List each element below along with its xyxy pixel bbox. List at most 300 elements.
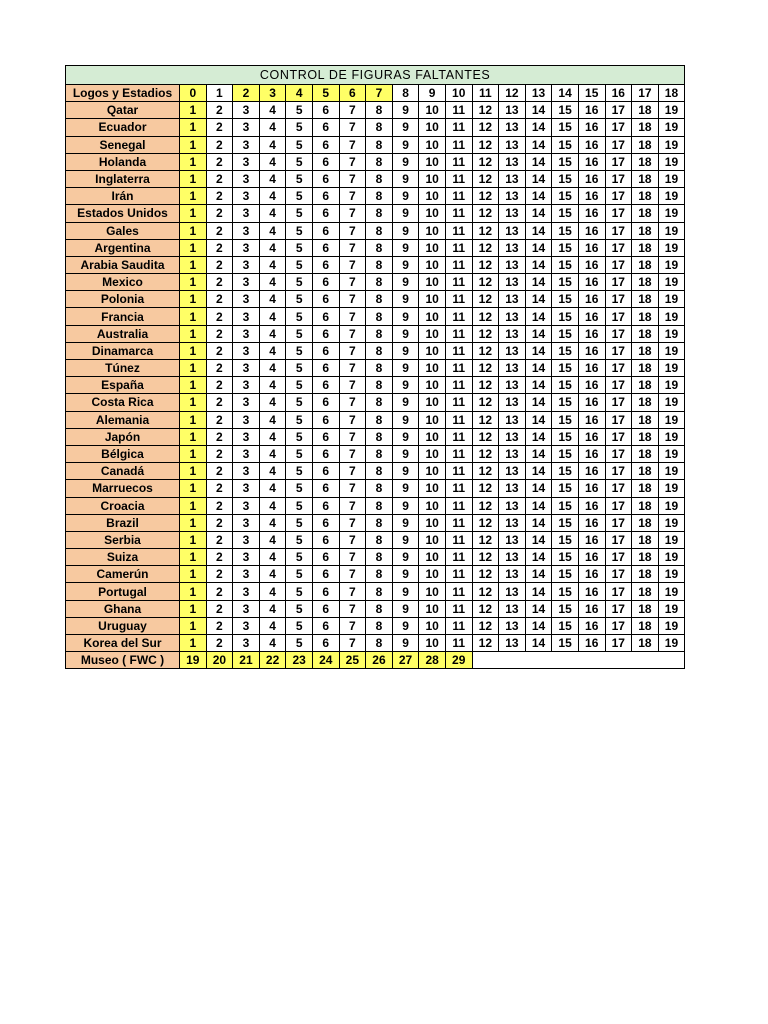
sticker-number-cell[interactable]: 19 — [658, 274, 685, 291]
sticker-number-cell[interactable]: 12 — [472, 119, 499, 136]
sticker-number-cell[interactable]: 15 — [552, 360, 579, 377]
sticker-number-cell[interactable]: 8 — [366, 549, 393, 566]
sticker-number-cell[interactable]: 8 — [366, 342, 393, 359]
sticker-number-cell[interactable]: 17 — [605, 360, 632, 377]
sticker-number-cell[interactable]: 7 — [339, 600, 366, 617]
sticker-number-cell[interactable]: 4 — [259, 291, 286, 308]
sticker-number-cell[interactable]: 17 — [605, 497, 632, 514]
sticker-number-cell[interactable]: 17 — [605, 480, 632, 497]
sticker-number-cell[interactable]: 3 — [233, 119, 260, 136]
sticker-number-cell[interactable]: 17 — [605, 188, 632, 205]
sticker-number-cell[interactable]: 8 — [366, 635, 393, 652]
sticker-number-cell[interactable]: 16 — [578, 342, 605, 359]
sticker-number-cell[interactable]: 4 — [259, 342, 286, 359]
sticker-number-cell[interactable]: 5 — [286, 463, 313, 480]
sticker-number-cell[interactable]: 7 — [366, 85, 393, 102]
sticker-number-cell[interactable]: 16 — [578, 514, 605, 531]
sticker-number-cell[interactable]: 12 — [472, 445, 499, 462]
sticker-number-cell[interactable]: 16 — [605, 85, 632, 102]
sticker-number-cell[interactable]: 11 — [445, 514, 472, 531]
sticker-number-cell[interactable]: 1 — [206, 85, 233, 102]
sticker-number-cell[interactable]: 7 — [339, 566, 366, 583]
sticker-number-cell[interactable]: 19 — [658, 153, 685, 170]
sticker-number-cell[interactable]: 1 — [180, 635, 207, 652]
sticker-number-cell[interactable]: 9 — [392, 205, 419, 222]
sticker-number-cell[interactable]: 19 — [658, 497, 685, 514]
sticker-number-cell[interactable]: 11 — [445, 531, 472, 548]
sticker-number-cell[interactable]: 14 — [525, 549, 552, 566]
sticker-number-cell[interactable]: 16 — [578, 549, 605, 566]
sticker-number-cell[interactable]: 1 — [180, 136, 207, 153]
sticker-number-cell[interactable]: 13 — [499, 308, 526, 325]
sticker-number-cell[interactable]: 16 — [578, 445, 605, 462]
sticker-number-cell[interactable]: 6 — [312, 566, 339, 583]
sticker-number-cell[interactable]: 9 — [392, 514, 419, 531]
sticker-number-cell[interactable]: 9 — [392, 170, 419, 187]
sticker-number-cell[interactable]: 19 — [658, 531, 685, 548]
sticker-number-cell[interactable]: 16 — [578, 411, 605, 428]
sticker-number-cell[interactable]: 1 — [180, 256, 207, 273]
sticker-number-cell[interactable]: 8 — [366, 170, 393, 187]
sticker-number-cell[interactable]: 5 — [286, 411, 313, 428]
sticker-number-cell[interactable]: 15 — [552, 342, 579, 359]
sticker-number-cell[interactable]: 10 — [445, 85, 472, 102]
sticker-number-cell[interactable]: 15 — [552, 428, 579, 445]
sticker-number-cell[interactable]: 6 — [312, 342, 339, 359]
sticker-number-cell[interactable]: 11 — [445, 394, 472, 411]
sticker-number-cell[interactable]: 12 — [472, 600, 499, 617]
sticker-number-cell[interactable]: 5 — [286, 549, 313, 566]
sticker-number-cell[interactable]: 7 — [339, 170, 366, 187]
sticker-number-cell[interactable]: 19 — [658, 514, 685, 531]
sticker-number-cell[interactable]: 9 — [392, 325, 419, 342]
sticker-number-cell[interactable]: 15 — [552, 170, 579, 187]
sticker-number-cell[interactable]: 12 — [472, 360, 499, 377]
sticker-number-cell[interactable]: 7 — [339, 428, 366, 445]
sticker-number-cell[interactable]: 15 — [552, 205, 579, 222]
sticker-number-cell[interactable]: 10 — [419, 360, 446, 377]
sticker-number-cell[interactable]: 4 — [259, 274, 286, 291]
sticker-number-cell[interactable]: 15 — [552, 463, 579, 480]
sticker-number-cell[interactable]: 19 — [658, 428, 685, 445]
sticker-number-cell[interactable]: 2 — [206, 411, 233, 428]
sticker-number-cell[interactable]: 8 — [366, 583, 393, 600]
sticker-number-cell[interactable]: 11 — [445, 256, 472, 273]
sticker-number-cell[interactable]: 3 — [233, 188, 260, 205]
sticker-number-cell[interactable]: 2 — [206, 531, 233, 548]
sticker-number-cell[interactable]: 3 — [233, 291, 260, 308]
sticker-number-cell[interactable]: 17 — [605, 411, 632, 428]
sticker-number-cell[interactable]: 5 — [286, 170, 313, 187]
sticker-number-cell[interactable]: 12 — [472, 635, 499, 652]
sticker-number-cell[interactable]: 18 — [632, 102, 659, 119]
sticker-number-cell[interactable]: 8 — [366, 274, 393, 291]
sticker-number-cell[interactable]: 8 — [366, 600, 393, 617]
sticker-number-cell[interactable]: 12 — [472, 170, 499, 187]
sticker-number-cell[interactable]: 4 — [259, 308, 286, 325]
sticker-number-cell[interactable]: 11 — [445, 445, 472, 462]
sticker-number-cell[interactable]: 3 — [233, 153, 260, 170]
sticker-number-cell[interactable]: 16 — [578, 531, 605, 548]
sticker-number-cell[interactable]: 11 — [472, 85, 499, 102]
sticker-number-cell[interactable]: 6 — [312, 291, 339, 308]
sticker-number-cell[interactable]: 5 — [286, 531, 313, 548]
sticker-number-cell[interactable]: 8 — [366, 239, 393, 256]
sticker-number-cell[interactable]: 7 — [339, 445, 366, 462]
sticker-number-cell[interactable]: 12 — [472, 428, 499, 445]
sticker-number-cell[interactable]: 5 — [286, 342, 313, 359]
sticker-number-cell[interactable]: 17 — [605, 617, 632, 634]
sticker-number-cell[interactable]: 14 — [525, 635, 552, 652]
sticker-number-cell[interactable]: 13 — [499, 239, 526, 256]
sticker-number-cell[interactable]: 12 — [472, 514, 499, 531]
sticker-number-cell[interactable]: 5 — [286, 291, 313, 308]
sticker-number-cell[interactable]: 18 — [632, 514, 659, 531]
sticker-number-cell[interactable]: 5 — [286, 222, 313, 239]
sticker-number-cell[interactable]: 19 — [658, 325, 685, 342]
sticker-number-cell[interactable]: 18 — [632, 119, 659, 136]
sticker-number-cell[interactable]: 19 — [658, 119, 685, 136]
sticker-number-cell[interactable]: 16 — [578, 291, 605, 308]
sticker-number-cell[interactable]: 14 — [525, 566, 552, 583]
sticker-number-cell[interactable]: 3 — [233, 342, 260, 359]
sticker-number-cell[interactable]: 14 — [525, 360, 552, 377]
sticker-number-cell[interactable]: 5 — [286, 119, 313, 136]
sticker-number-cell[interactable]: 4 — [259, 549, 286, 566]
sticker-number-cell[interactable]: 5 — [286, 428, 313, 445]
sticker-number-cell[interactable]: 13 — [499, 445, 526, 462]
sticker-number-cell[interactable]: 1 — [180, 445, 207, 462]
sticker-number-cell[interactable]: 10 — [419, 514, 446, 531]
sticker-number-cell[interactable]: 15 — [552, 411, 579, 428]
sticker-number-cell[interactable]: 5 — [286, 325, 313, 342]
sticker-number-cell[interactable]: 7 — [339, 274, 366, 291]
sticker-number-cell[interactable]: 2 — [206, 239, 233, 256]
sticker-number-cell[interactable]: 17 — [605, 377, 632, 394]
sticker-number-cell[interactable]: 11 — [445, 119, 472, 136]
sticker-number-cell[interactable]: 6 — [312, 239, 339, 256]
sticker-number-cell[interactable]: 9 — [392, 566, 419, 583]
sticker-number-cell[interactable]: 4 — [259, 119, 286, 136]
sticker-number-cell[interactable]: 13 — [499, 480, 526, 497]
sticker-number-cell[interactable]: 4 — [259, 394, 286, 411]
sticker-number-cell[interactable]: 14 — [525, 170, 552, 187]
sticker-number-cell[interactable]: 13 — [499, 549, 526, 566]
sticker-number-cell[interactable]: 13 — [499, 617, 526, 634]
sticker-number-cell[interactable]: 7 — [339, 463, 366, 480]
sticker-number-cell[interactable]: 8 — [366, 531, 393, 548]
sticker-number-cell[interactable]: 10 — [419, 549, 446, 566]
sticker-number-cell[interactable]: 2 — [206, 274, 233, 291]
sticker-number-cell[interactable]: 12 — [472, 583, 499, 600]
sticker-number-cell[interactable]: 11 — [445, 222, 472, 239]
sticker-number-cell[interactable]: 7 — [339, 531, 366, 548]
sticker-number-cell[interactable]: 9 — [392, 136, 419, 153]
sticker-number-cell[interactable]: 15 — [552, 377, 579, 394]
sticker-number-cell[interactable]: 18 — [632, 411, 659, 428]
sticker-number-cell[interactable]: 6 — [312, 325, 339, 342]
sticker-number-cell[interactable]: 11 — [445, 153, 472, 170]
sticker-number-cell[interactable]: 11 — [445, 188, 472, 205]
sticker-number-cell[interactable]: 7 — [339, 583, 366, 600]
sticker-number-cell[interactable]: 9 — [392, 222, 419, 239]
sticker-number-cell[interactable]: 3 — [233, 566, 260, 583]
sticker-number-cell[interactable]: 3 — [233, 617, 260, 634]
sticker-number-cell[interactable]: 16 — [578, 205, 605, 222]
sticker-number-cell[interactable]: 12 — [472, 411, 499, 428]
sticker-number-cell[interactable]: 17 — [605, 600, 632, 617]
sticker-number-cell[interactable]: 17 — [605, 308, 632, 325]
sticker-number-cell[interactable]: 13 — [499, 188, 526, 205]
sticker-number-cell[interactable]: 6 — [312, 463, 339, 480]
sticker-number-cell[interactable]: 17 — [605, 514, 632, 531]
sticker-number-cell[interactable]: 6 — [312, 394, 339, 411]
sticker-number-cell[interactable]: 23 — [286, 652, 313, 669]
sticker-number-cell[interactable]: 3 — [233, 222, 260, 239]
sticker-number-cell[interactable]: 5 — [286, 102, 313, 119]
sticker-number-cell[interactable]: 4 — [259, 170, 286, 187]
sticker-number-cell[interactable]: 15 — [552, 325, 579, 342]
sticker-number-cell[interactable]: 7 — [339, 291, 366, 308]
sticker-number-cell[interactable]: 9 — [392, 583, 419, 600]
sticker-number-cell[interactable]: 14 — [525, 514, 552, 531]
sticker-number-cell[interactable]: 4 — [259, 411, 286, 428]
sticker-number-cell[interactable]: 7 — [339, 308, 366, 325]
sticker-number-cell[interactable]: 22 — [259, 652, 286, 669]
sticker-number-cell[interactable]: 5 — [286, 445, 313, 462]
sticker-number-cell[interactable]: 11 — [445, 600, 472, 617]
sticker-number-cell[interactable]: 8 — [392, 85, 419, 102]
sticker-number-cell[interactable]: 13 — [499, 291, 526, 308]
sticker-number-cell[interactable]: 14 — [525, 617, 552, 634]
sticker-number-cell[interactable]: 9 — [392, 531, 419, 548]
sticker-number-cell[interactable]: 14 — [525, 119, 552, 136]
sticker-number-cell[interactable]: 18 — [632, 600, 659, 617]
sticker-number-cell[interactable]: 9 — [392, 342, 419, 359]
sticker-number-cell[interactable]: 4 — [259, 635, 286, 652]
sticker-number-cell[interactable]: 19 — [180, 652, 207, 669]
sticker-number-cell[interactable]: 16 — [578, 428, 605, 445]
sticker-number-cell[interactable]: 19 — [658, 239, 685, 256]
sticker-number-cell[interactable]: 17 — [605, 205, 632, 222]
sticker-number-cell[interactable]: 12 — [472, 463, 499, 480]
sticker-number-cell[interactable]: 18 — [632, 635, 659, 652]
sticker-number-cell[interactable]: 18 — [632, 377, 659, 394]
sticker-number-cell[interactable]: 2 — [206, 497, 233, 514]
sticker-number-cell[interactable]: 13 — [499, 119, 526, 136]
sticker-number-cell[interactable]: 19 — [658, 411, 685, 428]
sticker-number-cell[interactable]: 9 — [392, 239, 419, 256]
sticker-number-cell[interactable]: 7 — [339, 239, 366, 256]
sticker-number-cell[interactable]: 18 — [632, 549, 659, 566]
sticker-number-cell[interactable]: 11 — [445, 102, 472, 119]
sticker-number-cell[interactable]: 14 — [525, 308, 552, 325]
sticker-number-cell[interactable]: 2 — [206, 170, 233, 187]
sticker-number-cell[interactable]: 3 — [233, 514, 260, 531]
sticker-number-cell[interactable]: 7 — [339, 411, 366, 428]
sticker-number-cell[interactable]: 7 — [339, 549, 366, 566]
sticker-number-cell[interactable]: 16 — [578, 480, 605, 497]
sticker-number-cell[interactable]: 10 — [419, 102, 446, 119]
sticker-number-cell[interactable]: 18 — [632, 256, 659, 273]
sticker-number-cell[interactable]: 1 — [180, 583, 207, 600]
sticker-number-cell[interactable]: 15 — [552, 153, 579, 170]
sticker-number-cell[interactable]: 18 — [632, 153, 659, 170]
sticker-number-cell[interactable]: 19 — [658, 394, 685, 411]
sticker-number-cell[interactable]: 9 — [392, 549, 419, 566]
sticker-number-cell[interactable]: 11 — [445, 549, 472, 566]
sticker-number-cell[interactable]: 11 — [445, 239, 472, 256]
sticker-number-cell[interactable]: 15 — [552, 274, 579, 291]
sticker-number-cell[interactable]: 15 — [552, 583, 579, 600]
sticker-number-cell[interactable]: 17 — [605, 531, 632, 548]
sticker-number-cell[interactable]: 19 — [658, 222, 685, 239]
sticker-number-cell[interactable]: 1 — [180, 428, 207, 445]
sticker-number-cell[interactable]: 9 — [392, 188, 419, 205]
sticker-number-cell[interactable]: 8 — [366, 463, 393, 480]
sticker-number-cell[interactable]: 12 — [472, 136, 499, 153]
sticker-number-cell[interactable]: 15 — [552, 617, 579, 634]
sticker-number-cell[interactable]: 9 — [392, 153, 419, 170]
sticker-number-cell[interactable]: 11 — [445, 480, 472, 497]
sticker-number-cell[interactable]: 8 — [366, 428, 393, 445]
sticker-number-cell[interactable]: 1 — [180, 377, 207, 394]
sticker-number-cell[interactable]: 5 — [286, 617, 313, 634]
sticker-number-cell[interactable]: 13 — [499, 428, 526, 445]
sticker-number-cell[interactable]: 3 — [233, 463, 260, 480]
sticker-number-cell[interactable]: 10 — [419, 325, 446, 342]
sticker-number-cell[interactable]: 19 — [658, 291, 685, 308]
sticker-number-cell[interactable]: 13 — [499, 170, 526, 187]
sticker-number-cell[interactable]: 1 — [180, 514, 207, 531]
sticker-number-cell[interactable]: 15 — [552, 531, 579, 548]
sticker-number-cell[interactable]: 11 — [445, 274, 472, 291]
sticker-number-cell[interactable]: 18 — [632, 583, 659, 600]
sticker-number-cell[interactable]: 13 — [499, 531, 526, 548]
sticker-number-cell[interactable]: 1 — [180, 308, 207, 325]
sticker-number-cell[interactable]: 13 — [499, 102, 526, 119]
sticker-number-cell[interactable]: 4 — [259, 325, 286, 342]
sticker-number-cell[interactable]: 14 — [525, 291, 552, 308]
sticker-number-cell[interactable]: 7 — [339, 153, 366, 170]
sticker-number-cell[interactable]: 6 — [312, 480, 339, 497]
sticker-number-cell[interactable]: 10 — [419, 411, 446, 428]
sticker-number-cell[interactable]: 9 — [392, 308, 419, 325]
sticker-number-cell[interactable]: 16 — [578, 583, 605, 600]
sticker-number-cell[interactable]: 3 — [259, 85, 286, 102]
sticker-number-cell[interactable]: 12 — [499, 85, 526, 102]
sticker-number-cell[interactable]: 12 — [472, 497, 499, 514]
sticker-number-cell[interactable]: 9 — [419, 85, 446, 102]
sticker-number-cell[interactable]: 8 — [366, 102, 393, 119]
sticker-number-cell[interactable]: 7 — [339, 205, 366, 222]
sticker-number-cell[interactable]: 1 — [180, 325, 207, 342]
sticker-number-cell[interactable]: 5 — [286, 600, 313, 617]
sticker-number-cell[interactable]: 2 — [206, 205, 233, 222]
sticker-number-cell[interactable]: 18 — [632, 463, 659, 480]
sticker-number-cell[interactable]: 1 — [180, 153, 207, 170]
sticker-number-cell[interactable]: 11 — [445, 325, 472, 342]
sticker-number-cell[interactable]: 5 — [286, 153, 313, 170]
sticker-number-cell[interactable]: 5 — [286, 256, 313, 273]
sticker-number-cell[interactable]: 10 — [419, 583, 446, 600]
sticker-number-cell[interactable]: 15 — [578, 85, 605, 102]
sticker-number-cell[interactable]: 10 — [419, 480, 446, 497]
sticker-number-cell[interactable]: 10 — [419, 205, 446, 222]
sticker-number-cell[interactable]: 7 — [339, 635, 366, 652]
sticker-number-cell[interactable]: 12 — [472, 291, 499, 308]
sticker-number-cell[interactable]: 12 — [472, 531, 499, 548]
sticker-number-cell[interactable]: 13 — [499, 274, 526, 291]
sticker-number-cell[interactable]: 4 — [259, 256, 286, 273]
sticker-number-cell[interactable]: 8 — [366, 153, 393, 170]
sticker-number-cell[interactable]: 5 — [286, 635, 313, 652]
sticker-number-cell[interactable]: 7 — [339, 480, 366, 497]
sticker-number-cell[interactable]: 10 — [419, 308, 446, 325]
sticker-number-cell[interactable]: 0 — [180, 85, 207, 102]
sticker-number-cell[interactable]: 12 — [472, 222, 499, 239]
sticker-number-cell[interactable]: 3 — [233, 411, 260, 428]
sticker-number-cell[interactable]: 7 — [339, 222, 366, 239]
sticker-number-cell[interactable]: 4 — [259, 566, 286, 583]
sticker-number-cell[interactable]: 6 — [312, 119, 339, 136]
sticker-number-cell[interactable]: 18 — [632, 360, 659, 377]
sticker-number-cell[interactable]: 18 — [632, 480, 659, 497]
sticker-number-cell[interactable]: 11 — [445, 411, 472, 428]
sticker-number-cell[interactable]: 18 — [632, 394, 659, 411]
sticker-number-cell[interactable]: 10 — [419, 153, 446, 170]
sticker-number-cell[interactable]: 2 — [206, 617, 233, 634]
sticker-number-cell[interactable]: 5 — [286, 188, 313, 205]
sticker-number-cell[interactable]: 13 — [525, 85, 552, 102]
sticker-number-cell[interactable]: 5 — [286, 239, 313, 256]
sticker-number-cell[interactable]: 15 — [552, 291, 579, 308]
sticker-number-cell[interactable]: 17 — [605, 153, 632, 170]
sticker-number-cell[interactable]: 6 — [312, 274, 339, 291]
sticker-number-cell[interactable]: 19 — [658, 549, 685, 566]
sticker-number-cell[interactable]: 2 — [206, 463, 233, 480]
sticker-number-cell[interactable]: 6 — [312, 514, 339, 531]
sticker-number-cell[interactable]: 2 — [206, 377, 233, 394]
sticker-number-cell[interactable]: 2 — [206, 256, 233, 273]
sticker-number-cell[interactable]: 18 — [632, 325, 659, 342]
sticker-number-cell[interactable]: 8 — [366, 617, 393, 634]
sticker-number-cell[interactable]: 2 — [206, 549, 233, 566]
sticker-number-cell[interactable]: 10 — [419, 463, 446, 480]
sticker-number-cell[interactable]: 6 — [312, 428, 339, 445]
sticker-number-cell[interactable]: 4 — [259, 153, 286, 170]
sticker-number-cell[interactable]: 18 — [632, 617, 659, 634]
sticker-number-cell[interactable]: 14 — [525, 136, 552, 153]
sticker-number-cell[interactable]: 11 — [445, 566, 472, 583]
sticker-number-cell[interactable]: 7 — [339, 136, 366, 153]
sticker-number-cell[interactable]: 3 — [233, 205, 260, 222]
sticker-number-cell[interactable]: 16 — [578, 170, 605, 187]
sticker-number-cell[interactable]: 1 — [180, 274, 207, 291]
sticker-number-cell[interactable]: 4 — [259, 600, 286, 617]
sticker-number-cell[interactable]: 6 — [312, 170, 339, 187]
sticker-number-cell[interactable]: 17 — [605, 102, 632, 119]
sticker-number-cell[interactable]: 2 — [206, 222, 233, 239]
sticker-number-cell[interactable]: 19 — [658, 480, 685, 497]
sticker-number-cell[interactable]: 10 — [419, 119, 446, 136]
sticker-number-cell[interactable]: 3 — [233, 394, 260, 411]
sticker-number-cell[interactable]: 16 — [578, 256, 605, 273]
sticker-number-cell[interactable]: 5 — [286, 394, 313, 411]
sticker-number-cell[interactable]: 16 — [578, 153, 605, 170]
sticker-number-cell[interactable]: 18 — [632, 291, 659, 308]
sticker-number-cell[interactable]: 1 — [180, 102, 207, 119]
